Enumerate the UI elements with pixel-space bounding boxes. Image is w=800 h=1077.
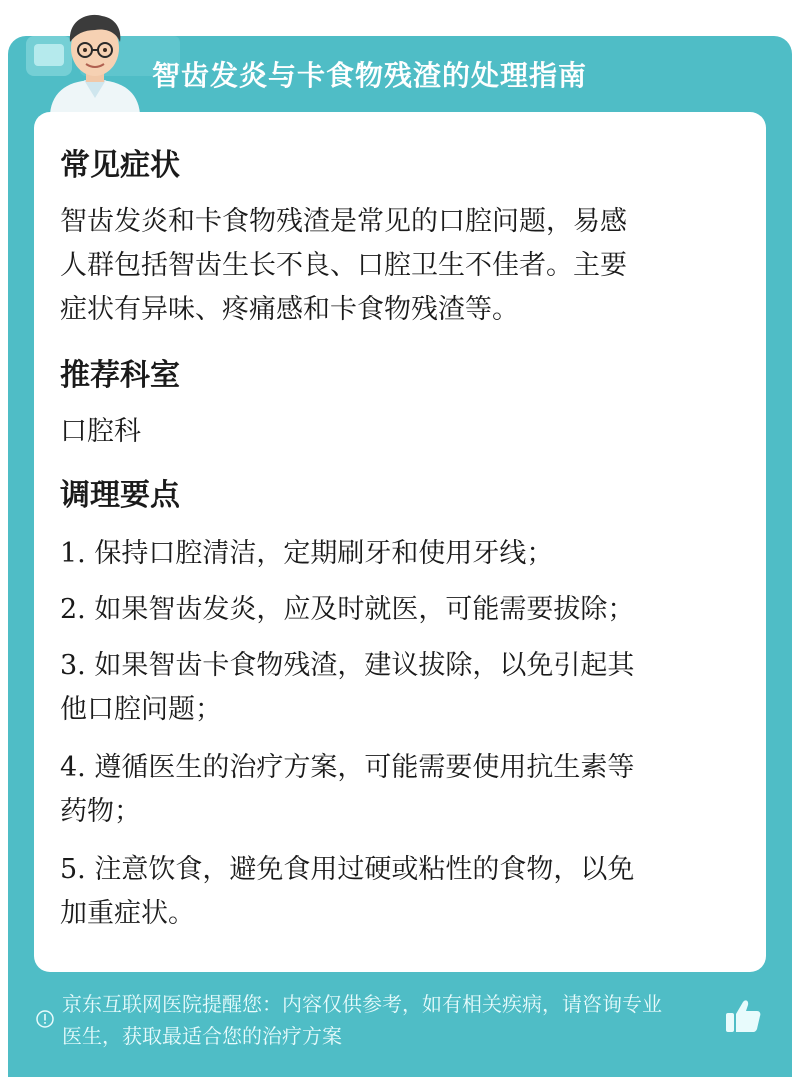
content-card	[34, 112, 766, 972]
list-item-continuation: 加重症状。	[60, 898, 195, 929]
list-item	[60, 588, 740, 632]
list-item	[60, 644, 740, 688]
symptoms-line: 人群包括智齿生长不良、口腔卫生不佳者。主要	[60, 250, 627, 281]
doctor-avatar	[40, 8, 150, 114]
list-item	[60, 848, 740, 892]
list-item	[60, 746, 740, 790]
list-item-number: 1.	[60, 538, 86, 569]
list-item-continuation: 他口腔问题；	[60, 694, 222, 725]
list-item	[60, 532, 740, 576]
disclaimer-line: 医生，获取最适合您的治疗方案	[62, 1024, 342, 1048]
info-icon	[36, 1010, 54, 1028]
list-item-text: 保持口腔清洁，定期刷牙和使用牙线；	[94, 538, 554, 569]
symptoms-heading: 常见症状	[60, 148, 180, 183]
list-item-number: 4.	[60, 752, 86, 783]
list-item-number: 5.	[60, 854, 86, 885]
list-item-text: 如果智齿卡食物残渣，建议拔除，以免引起其	[94, 650, 635, 681]
disclaimer-footer	[36, 988, 736, 1058]
list-item-number: 3.	[60, 650, 86, 681]
disclaimer-line: 京东互联网医院提醒您：内容仅供参考，如有相关疾病，请咨询专业	[62, 992, 662, 1016]
department-value: 口腔科	[60, 416, 141, 447]
page-title: 智齿发炎与卡食物残渣的处理指南	[152, 59, 588, 92]
symptoms-line: 智齿发炎和卡食物残渣是常见的口腔问题，易感	[60, 206, 627, 237]
list-item-text: 如果智齿发炎，应及时就医，可能需要拔除；	[94, 594, 635, 625]
list-item-continuation: 药物；	[60, 796, 141, 827]
care-heading: 调理要点	[60, 478, 180, 513]
list-item-text: 注意饮食，避免食用过硬或粘性的食物，以免	[94, 854, 635, 885]
list-item-number: 2.	[60, 594, 86, 625]
thumbs-up-icon[interactable]	[724, 998, 762, 1034]
department-heading: 推荐科室	[60, 358, 180, 393]
symptoms-line: 症状有异味、疼痛感和卡食物残渣等。	[60, 294, 519, 325]
list-item-text: 遵循医生的治疗方案，可能需要使用抗生素等	[94, 752, 635, 783]
